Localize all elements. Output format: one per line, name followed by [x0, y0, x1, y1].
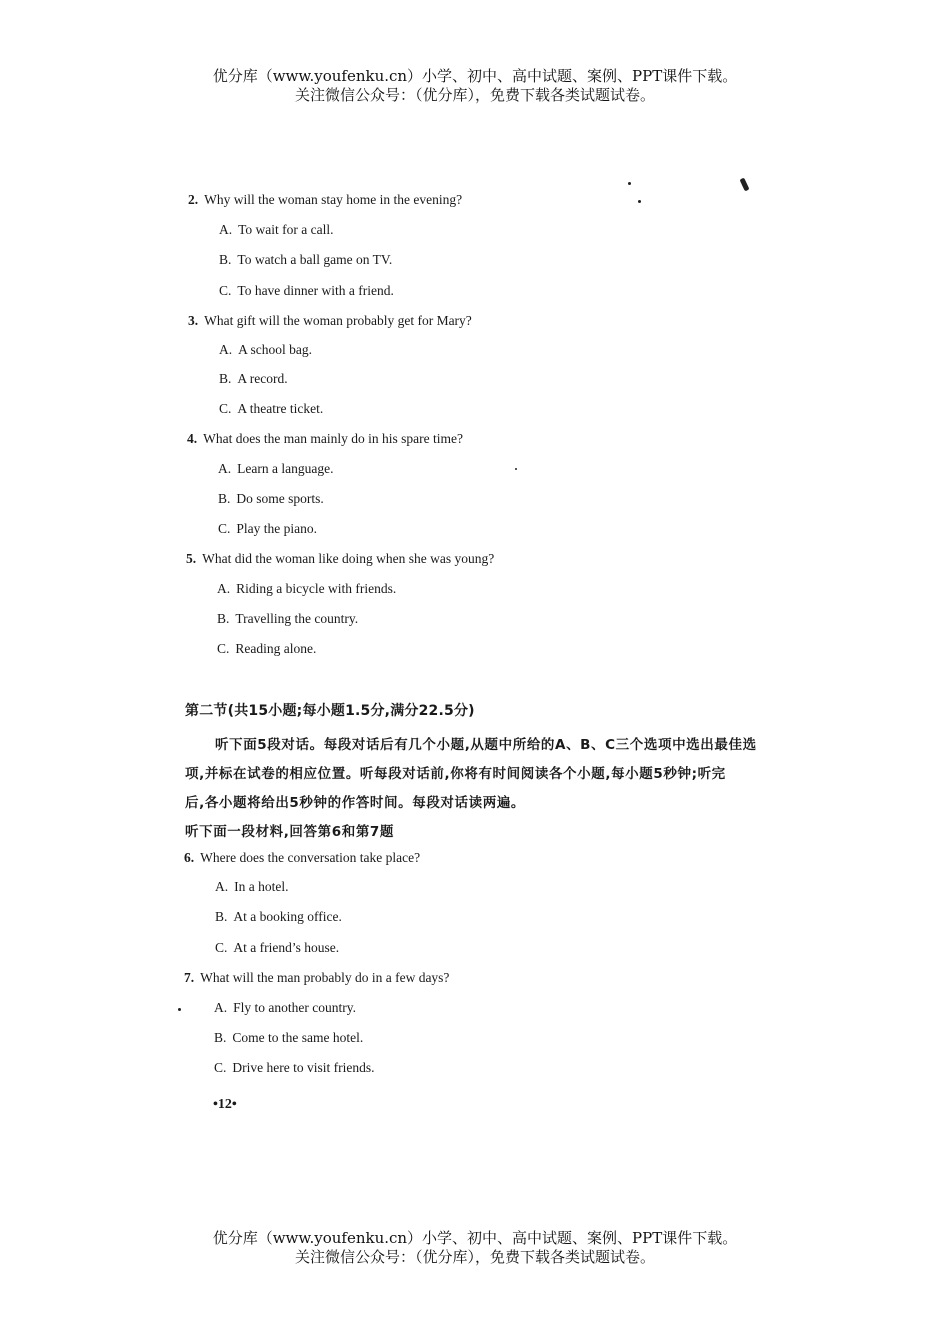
option-5a: A. Riding a bicycle with friends.	[217, 581, 397, 596]
scan-speck	[638, 200, 641, 203]
watermark-line-1: 优分库（www.youfenku.cn）小学、初中、高中试题、案例、PPT课件下载。	[212, 67, 738, 85]
question-text: Why will the woman stay home in the evening?	[204, 192, 463, 207]
option-5c: C. Reading alone.	[217, 641, 317, 656]
watermark-line-2: 关注微信公众号：（优分库），免费下载各类试题试卷。	[294, 86, 655, 104]
option-7b: B. Come to the same hotel.	[214, 1030, 364, 1045]
footer-watermark	[0, 1229, 950, 1267]
option-3b: B. A record.	[219, 371, 288, 386]
option-7a: A. Fly to another country.	[214, 1000, 356, 1015]
page-number: •12•	[213, 1097, 237, 1112]
instruction-line-1: 听下面5段对话。每段对话后有几个小题,从题中所给的A、B、C三个选项中选出最佳选	[215, 737, 757, 753]
option-6b: B. At a booking office.	[215, 909, 342, 924]
option-5b: B. Travelling the country.	[217, 611, 359, 626]
watermark-line-2: 关注微信公众号：（优分库），免费下载各类试题试卷。	[294, 1248, 655, 1266]
sub-instruction: 听下面一段材料,回答第6和第7题	[185, 824, 395, 840]
scan-speck	[515, 468, 517, 470]
option-7c: C. Drive here to visit friends.	[214, 1060, 375, 1075]
question-7: 7. What will the man probably do in a few days?	[184, 970, 450, 985]
question-3: 3. What gift will the woman probably get for Mary?	[188, 313, 472, 328]
option-4b: B. Do some sports.	[218, 491, 324, 506]
question-number: 2.	[188, 192, 199, 207]
question-4: 4. What does the man mainly do in his spare time?	[187, 431, 463, 446]
option-4a: A. Learn a language.	[218, 461, 334, 476]
scan-mark	[739, 178, 749, 192]
option-2c: C. To have dinner with a friend.	[219, 283, 394, 298]
section-heading: 第二节(共15小题;每小题1.5分,满分22.5分)	[185, 703, 475, 719]
option-6a: A. In a hotel.	[215, 879, 289, 894]
option-2a: A. To wait for a call.	[219, 222, 334, 237]
scan-speck	[628, 182, 631, 185]
watermark-line-1: 优分库（www.youfenku.cn）小学、初中、高中试题、案例、PPT课件下载。	[212, 1229, 738, 1247]
question-6: 6. Where does the conversation take place?	[184, 850, 421, 865]
option-3c: C. A theatre ticket.	[219, 401, 324, 416]
question-2	[188, 192, 462, 208]
instruction-line-3: 后,各小题将给出5秒钟的作答时间。每段对话读两遍。	[185, 795, 526, 811]
option-6c: C. At a friend’s house.	[215, 940, 340, 955]
option-4c: C. Play the piano.	[218, 521, 318, 536]
instruction-line-2: 项,并标在试卷的相应位置。听每段对话前,你将有时间阅读各个小题,每小题5秒钟;听完	[185, 766, 726, 782]
option-3a: A. A school bag.	[219, 342, 312, 357]
question-5: 5. What did the woman like doing when she was young?	[186, 551, 495, 566]
scan-speck	[178, 1008, 181, 1011]
option-2b: B. To watch a ball game on TV.	[219, 252, 393, 267]
